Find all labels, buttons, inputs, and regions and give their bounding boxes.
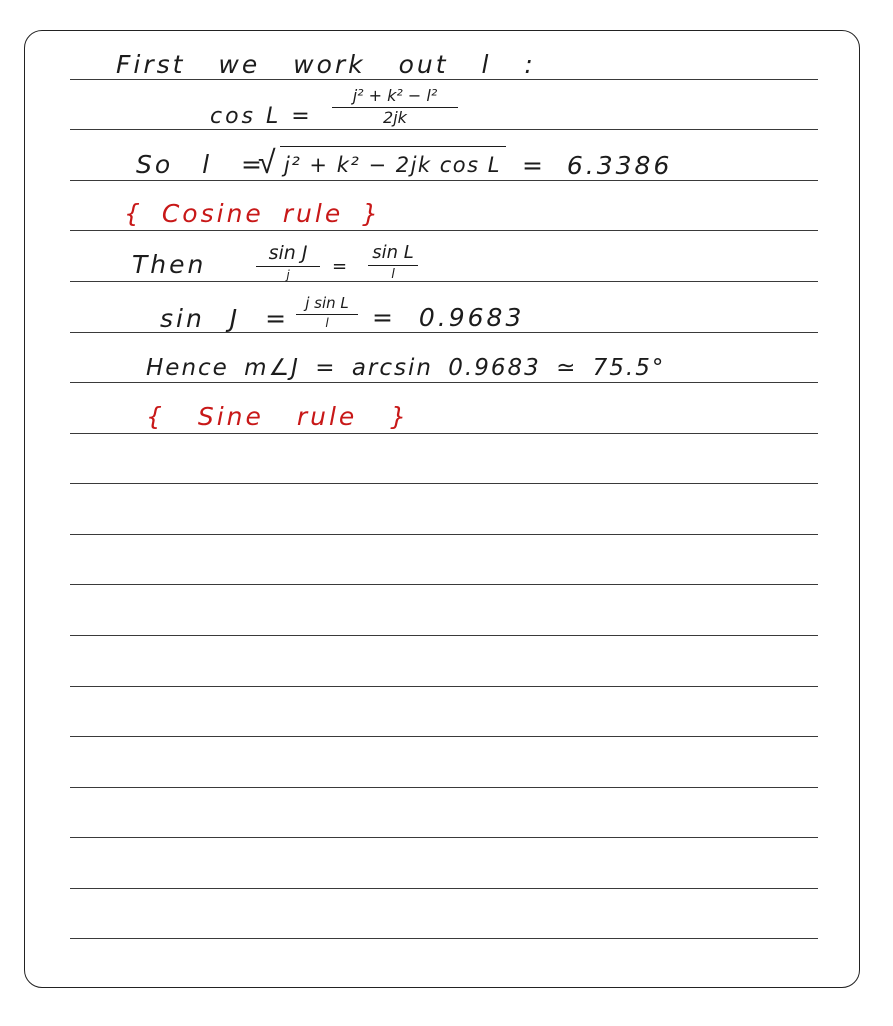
rule-line [70,787,818,788]
radical-overline [280,146,506,147]
radicand: j² + k² − 2jk cos L [284,153,501,177]
fraction-bar [256,266,320,267]
sin-j-lhs: sin J = [160,304,290,333]
angle-result: Hence m∠J = arcsin 0.9683 ≃ 75.5° [146,355,666,381]
rule-line [70,281,818,282]
rule-line [70,382,818,383]
rule-line [70,635,818,636]
rule-line [70,837,818,838]
sine-rule-note: { Sine rule } [146,402,410,431]
then-label: Then [132,250,207,279]
rule-line [70,888,818,889]
rule-line [70,79,818,80]
radical-sign: √ [258,143,279,181]
rule-line [70,180,818,181]
sin-j-result: = 0.9683 [372,303,525,332]
fraction-bar [296,314,358,315]
l-result: = 6.3386 [522,151,673,180]
cosine-fraction [332,88,458,126]
rule-line [70,129,818,130]
sine-ratio-left-den: j [286,268,290,282]
fraction-bar [368,265,418,266]
rule-line [70,230,818,231]
cosine-rule-note: { Cosine rule } [124,199,382,228]
rule-line [70,736,818,737]
cosine-denominator: 2jk [383,108,407,127]
cosine-lhs: cos L = [210,104,313,129]
sine-ratio-right-num: sin L [372,242,414,263]
so-l-lhs: So l = [136,150,265,179]
sine-ratio-left [256,244,320,281]
sin-j-numerator: j sin L [305,294,349,312]
rule-line [70,483,818,484]
sine-ratio-left-num: sin J [268,242,308,264]
rule-line [70,433,818,434]
rule-line [70,938,818,939]
note-line-1: First we work out l : [116,50,536,79]
sin-j-denominator: l [325,316,329,330]
sine-ratio-right [368,244,418,281]
rule-line [70,534,818,535]
rule-line [70,584,818,585]
sin-j-fraction [296,296,358,329]
equals-sign: = [332,256,351,277]
cosine-numerator: j² + k² − l² [352,86,438,105]
rule-line [70,686,818,687]
sine-ratio-right-den: l [391,267,395,282]
